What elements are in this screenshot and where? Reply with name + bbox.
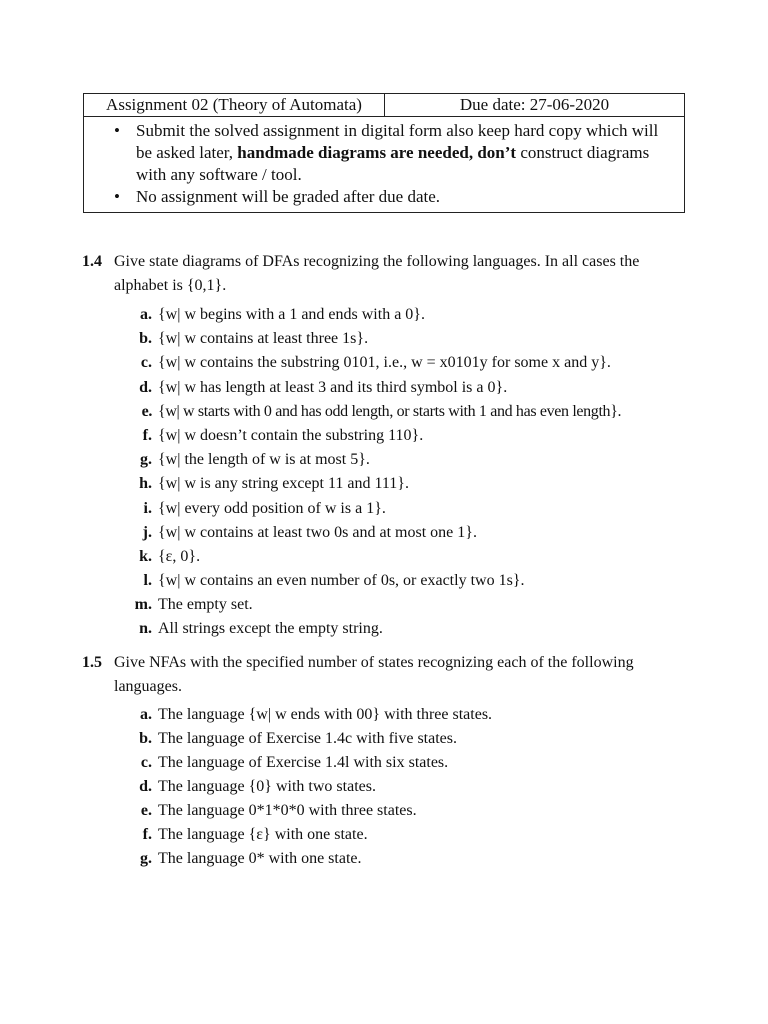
assignment-header-table <box>83 93 685 213</box>
instructions-list <box>92 120 676 208</box>
list-item: l. {w| w contains an even number of 0s, or exactly two 1s}. <box>143 572 525 590</box>
list-item: a. {w| w begins with a 1 and ends with a 0}. <box>140 306 425 323</box>
exercise-number: 1.5 <box>82 654 102 671</box>
instruction-emphasis: handmade diagrams are needed, don’t <box>237 143 517 162</box>
list-item: d. {w| w has length at least 3 and its third symbol is a 0}. <box>139 378 508 396</box>
list-item: e. {w| w starts with 0 and has odd length, or starts with 1 and has even length}. <box>141 402 622 420</box>
exercise-1-5 <box>82 651 682 871</box>
list-item: i. {w| every odd position of w is a 1}. <box>143 499 386 517</box>
list-item: e. The language 0*1*0*0 with three states. <box>140 802 417 819</box>
list-item: c. The language of Exercise 1.4l with six states. <box>140 754 449 771</box>
list-item: b. {w| w contains at least three 1s}. <box>139 330 369 348</box>
assignment-title: Assignment 02 (Theory of Automata) <box>84 94 385 117</box>
list-item: h. {w| w is any string except 11 and 111}. <box>139 475 409 493</box>
exercise-1-4-items <box>82 303 682 642</box>
list-item: g. The language 0* with one state. <box>140 850 362 867</box>
list-item: k. {ε, 0}. <box>139 547 201 565</box>
due-date: Due date: 27-06-2020 <box>385 94 685 117</box>
list-item: n. All strings except the empty string. <box>139 620 383 638</box>
list-item: j. {w| w contains at least two 0s and at most one 1}. <box>142 523 477 541</box>
instructions-cell <box>84 117 685 213</box>
exercise-1-5-items <box>82 703 682 871</box>
instruction-item: • No assignment will be graded after due date. <box>92 186 676 208</box>
list-item: b. The language of Exercise 1.4c with five states. <box>139 730 457 747</box>
exercise-prompt <box>82 651 682 699</box>
list-item: f. The language {ε} with one state. <box>142 826 368 843</box>
exercise-prompt <box>82 250 682 298</box>
list-item: f. {w| w doesn’t contain the substring 110}. <box>142 426 424 444</box>
list-item: g. {w| the length of w is at most 5}. <box>140 451 370 469</box>
list-item: a. The language {w| w ends with 00} with three states. <box>140 706 493 723</box>
exercise-prompt-text: Give NFAs with the specified number of states recognizing each of the following languages. <box>114 654 634 695</box>
list-item: m. The empty set. <box>134 596 253 614</box>
instruction-item: • Submit the solved assignment in digital form also keep hard copy which will be asked later, handmade diagrams are needed, don’t construct diagrams with any software / tool. <box>92 120 676 186</box>
exercise-prompt-text: Give state diagrams of DFAs recognizing the following languages. In all cases the alphabet is {0,1}. <box>114 253 640 294</box>
list-item: d. The language {0} with two states. <box>139 778 376 795</box>
exercise-number: 1.4 <box>82 253 102 270</box>
exercise-1-4 <box>82 250 682 642</box>
list-item: c. {w| w contains the substring 0101, i.e., w = x0101y for some x and y}. <box>140 354 611 372</box>
